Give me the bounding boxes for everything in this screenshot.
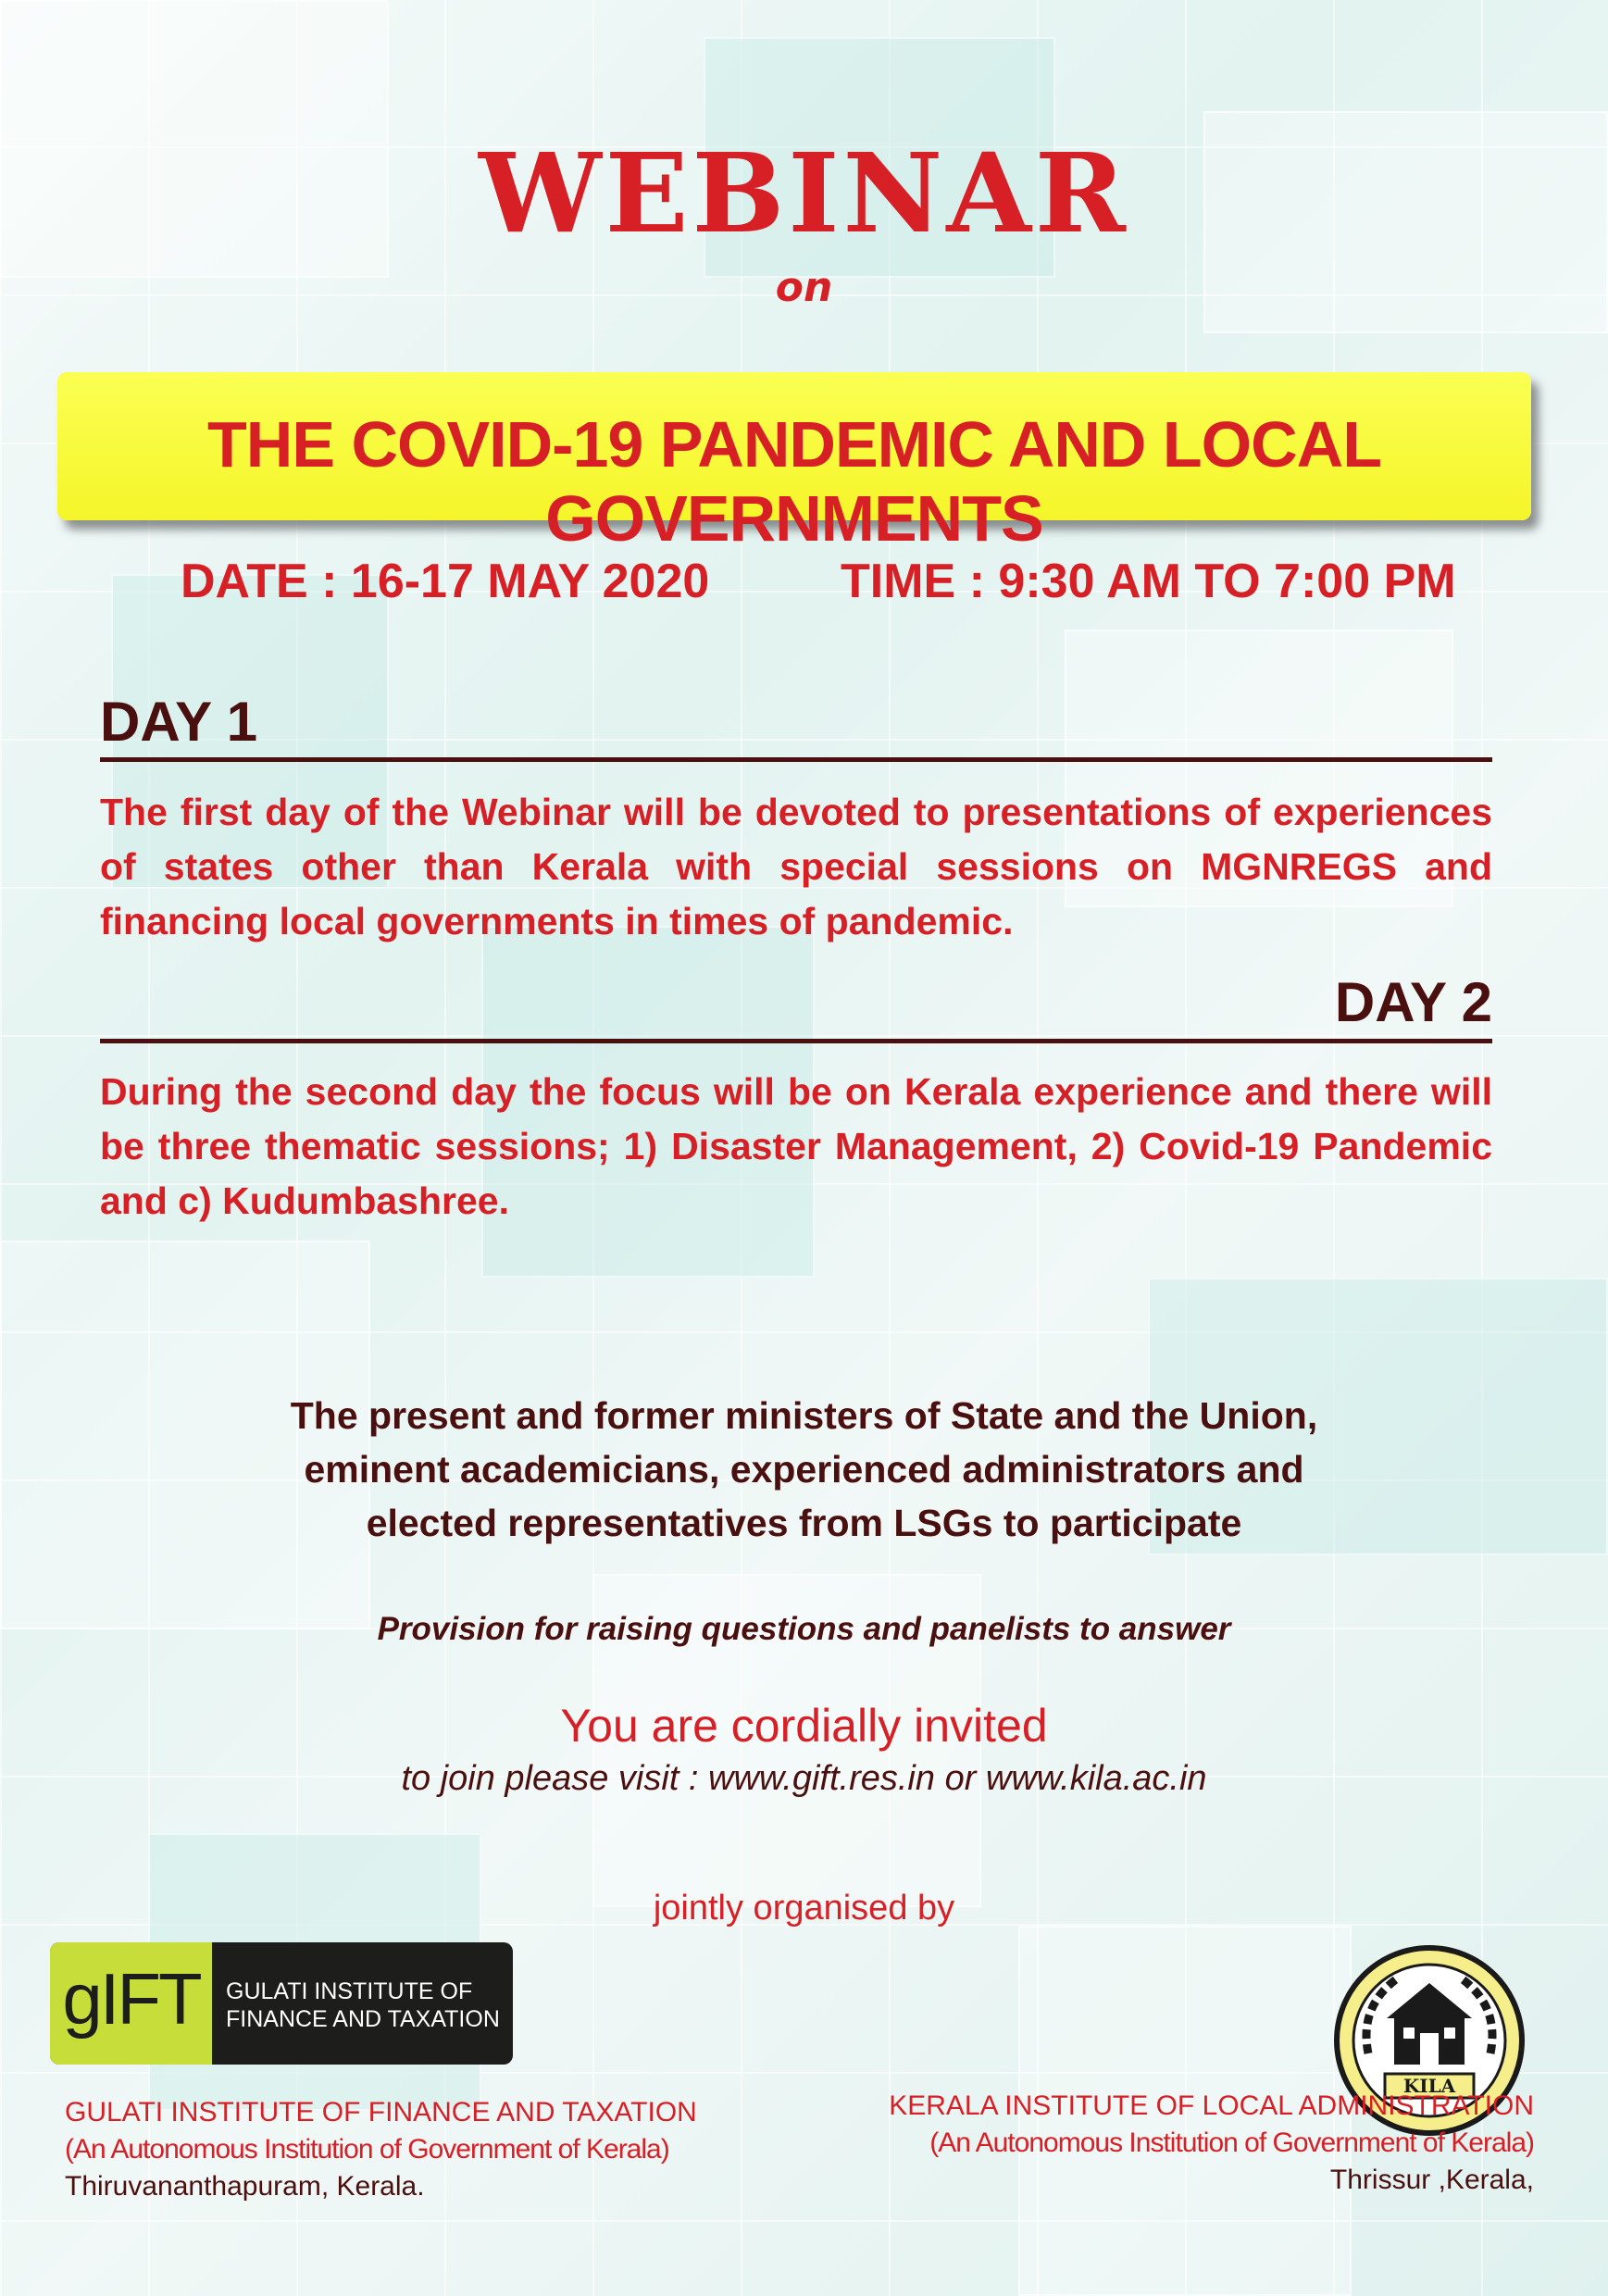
gift-logo-mark [50,1942,212,2065]
gift-logo-mark-text: gIFT [62,1958,200,2040]
participants-line: elected representatives from LSGs to participate [366,1502,1242,1544]
kila-city: Thrissur ,Kerala, [1329,2165,1534,2195]
event-time: TIME : 9:30 AM TO 7:00 PM [841,555,1456,608]
gift-city: Thiruvananthapuram, Kerala. [65,2171,425,2202]
topic-title: THE COVID-19 PANDEMIC AND LOCAL GOVERNMENTS [207,408,1381,555]
webinar-title: WEBINAR [479,129,1129,257]
gift-logo-line: GULATI INSTITUTE OF [226,1978,473,2004]
day2-divider [100,1039,1492,1043]
day1-description: The first day of the Webinar will be devoted to presentations of experiences of states other than Kerala with special sessions on MGNREGS and financing local governments in times of pandemic. [100,791,1492,942]
provision-note: Provision for raising questions and panelists to answer [377,1611,1231,1647]
kila-logo-text: KILA [1402,2075,1456,2097]
gift-subtitle: (An Autonomous Institution of Government of Kerala) [65,2134,669,2165]
organisers-label: jointly organised by [653,1889,955,1928]
day1-divider [100,757,1492,762]
participants-note [0,1389,1608,1550]
visit-links[interactable]: to join please visit : www.gift.res.in or www.kila.ac.in [401,1759,1207,1798]
gift-address [65,2094,697,2205]
participants-line: The present and former ministers of State and the Union, [290,1394,1318,1437]
gift-name: GULATI INSTITUTE OF FINANCE AND TAXATION [65,2097,697,2128]
kila-name: KERALA INSTITUTE OF LOCAL ADMINISTRATION [889,2090,1534,2121]
gift-logo-line: FINANCE AND TAXATION [226,2006,500,2032]
gift-logo-name [226,1978,504,2033]
day2-heading: DAY 2 [1334,971,1492,1033]
kila-address [889,2088,1534,2199]
invitation-headline: You are cordially invited [560,1700,1048,1752]
gift-logo [50,1942,513,2065]
kila-subtitle: (An Autonomous Institution of Government of Kerala) [929,2128,1534,2158]
day2-description: During the second day the focus will be on Kerala experience and there will be three thematic sessions; 1) Disaster Management, 2) Covid-19 Pandemic and c) Kudumbashree. [100,1070,1492,1222]
webinar-subtitle: on [775,264,833,311]
participants-line: eminent academicians, experienced administrators and [304,1448,1304,1491]
day1-heading: DAY 1 [100,691,258,753]
event-date: DATE : 16-17 MAY 2020 [181,555,710,608]
